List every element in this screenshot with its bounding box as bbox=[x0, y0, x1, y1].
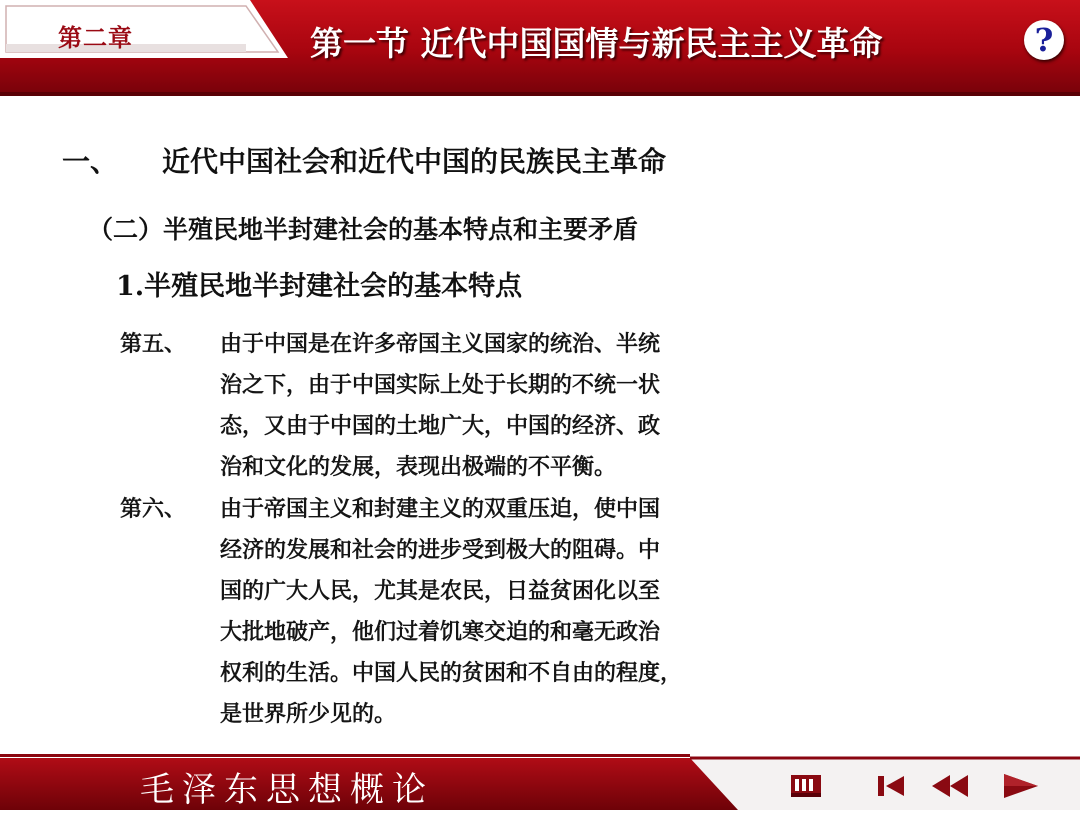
previous-icon[interactable] bbox=[930, 770, 970, 800]
heading-level-1-text: 近代中国社会和近代中国的民族民主革命 bbox=[162, 145, 667, 178]
footer-divider bbox=[0, 754, 690, 757]
point-six bbox=[120, 489, 910, 735]
point-five bbox=[120, 324, 910, 488]
help-button[interactable]: ? bbox=[1024, 20, 1064, 60]
next-icon[interactable] bbox=[1000, 770, 1040, 800]
point-line: 经济的发展和社会的进步受到极大的阻碍。中 bbox=[220, 537, 661, 563]
chapter-tab bbox=[0, 0, 290, 64]
book-icon[interactable] bbox=[790, 770, 822, 800]
point-line: 国的广大人民，尤其是农民，日益贫困化以至 bbox=[220, 578, 661, 604]
point-line: 治之下，由于中国实际上处于长期的不统一状 bbox=[220, 372, 661, 398]
course-title: 毛泽东思想概论 bbox=[140, 770, 434, 810]
point-line: 由于中国是在许多帝国主义国家的统治、半统 bbox=[220, 331, 661, 357]
point-label: 第五、 bbox=[120, 331, 187, 357]
heading-level-3: 1.半殖民地半封建社会的基本特点 bbox=[116, 271, 523, 302]
point-line: 是世界所少见的。 bbox=[220, 701, 397, 727]
heading-level-1-number: 一、 bbox=[62, 145, 119, 178]
point-line: 治和文化的发展，表现出极端的不平衡。 bbox=[220, 454, 617, 480]
point-line: 态，又由于中国的土地广大，中国的经济、政 bbox=[220, 413, 661, 439]
point-line: 由于帝国主义和封建主义的双重压迫，使中国 bbox=[220, 496, 661, 522]
point-label: 第六、 bbox=[120, 496, 187, 522]
header-divider bbox=[0, 92, 1080, 96]
section-title: 第一节 近代中国国情与新民主主义革命 bbox=[310, 24, 883, 63]
first-page-icon[interactable] bbox=[876, 770, 906, 800]
chapter-label: 第二章 bbox=[58, 24, 133, 52]
heading-level-1 bbox=[62, 140, 666, 180]
point-line: 权利的生活。中国人民的贫困和不自由的程度， bbox=[220, 660, 683, 686]
point-line: 大批地破产，他们过着饥寒交迫的和毫无政治 bbox=[220, 619, 661, 645]
heading-level-2: （二）半殖民地半封建社会的基本特点和主要矛盾 bbox=[88, 215, 639, 244]
